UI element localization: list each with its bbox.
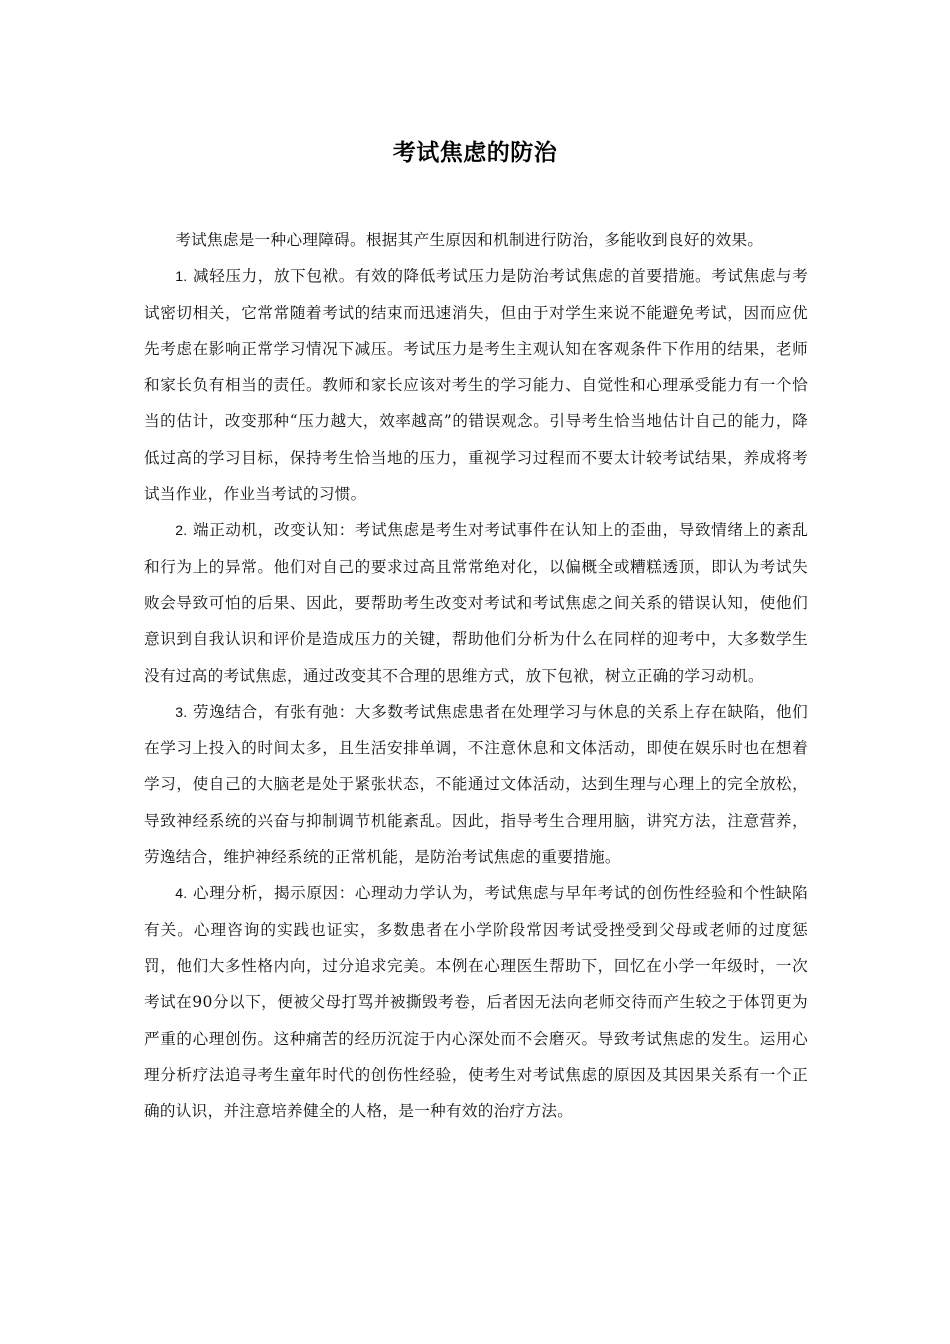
paragraph-4 — [144, 875, 808, 1129]
paragraph-number: 1. — [175, 268, 188, 285]
paragraph-number: 2. — [175, 522, 188, 539]
paragraph-text: 端正动机，改变认知：考试焦虑是考生对考试事件在认知上的歪曲，导致情绪上的紊乱和行为上的异常。他们对自己的要求过高且常常绝对化，以偏概全或糟糕透顶，即认为考试失败会导致可怕的后果、因此，要帮助考生改变对考试和考试焦虑之间关系的错误认知，使他们意识到自我认识和评价是造成压力的关键，帮助他们分析为什么在同样的迎考中，大多数学生没有过高的考试焦虑，通过改变其不合理的思维方式，放下包袱，树立正确的学习动机。 — [144, 521, 808, 685]
paragraph-number: 3. — [175, 703, 188, 720]
paragraph-3 — [144, 694, 808, 875]
paragraph-number: 4. — [175, 885, 188, 902]
document-title: 考试焦虑的防治 — [392, 140, 558, 166]
paragraph-intro — [144, 222, 808, 258]
document-body — [144, 222, 808, 1129]
paragraph-text: 劳逸结合，有张有弛：大多数考试焦虑患者在处理学习与休息的关系上存在缺陷，他们在学习上投入的时间太多，且生活安排单调，不注意休息和文体活动，即使在娱乐时也在想着学习，使自己的大脑老是处于紧张状态，不能通过文体活动，达到生理与心理上的完全放松，导致神经系统的兴奋与抑制调节机能紊乱。因此，指导考生合理用脑，讲究方法，注意营养，劳逸结合，维护神经系统的正常机能，是防治考试焦虑的重要措施。 — [144, 702, 808, 867]
paragraph-text: 考试焦虑是一种心理障碍。根据其产生原因和机制进行防治，多能收到良好的效果。 — [175, 231, 764, 249]
paragraph-1 — [144, 258, 808, 512]
paragraph-2 — [144, 512, 808, 693]
paragraph-text: 减轻压力，放下包袱。有效的降低考试压力是防治考试焦虑的首要措施。考试焦虑与考试密切相关，它常常随着考试的结束而迅速消失，但由于对学生来说不能避免考试，因而应优先考虑在影响正常学习情况下减压。考试压力是考生主观认知在客观条件下作用的结果，老师和家长负有相当的责任。教师和家长应该对考生的学习能力、自觉性和心理承受能力有一个恰当的估计，改变那种“压力越大，效率越高”的错误观念。引导考生恰当地估计自己的能力，降低过高的学习目标，保持考生恰当地的压力，重视学习过程而不要太计较考试结果，养成将考试当作业，作业当考试的习惯。 — [144, 267, 808, 504]
paragraph-text: 心理分析，揭示原因：心理动力学认为，考试焦虑与早年考试的创伤性经验和个性缺陷有关。心理咨询的实践也证实，多数患者在小学阶段常因考试受挫受到父母或老师的过度惩罚，他们大多性格内向，过分追求完美。本例在心理医生帮助下，回忆在小学一年级时，一次考试在90分以下，便被父母打骂并被撕毁考卷，后者因无法向老师交待而产生较之于体罚更为严重的心理创伤。这种痛苦的经历沉淀于内心深处而不会磨灭。导致考试焦虑的发生。运用心理分析疗法追寻考生童年时代的创伤性经验，使考生对考试焦虑的原因及其因果关系有一个正确的认识，并注意培养健全的人格，是一种有效的治疗方法。 — [144, 884, 808, 1121]
